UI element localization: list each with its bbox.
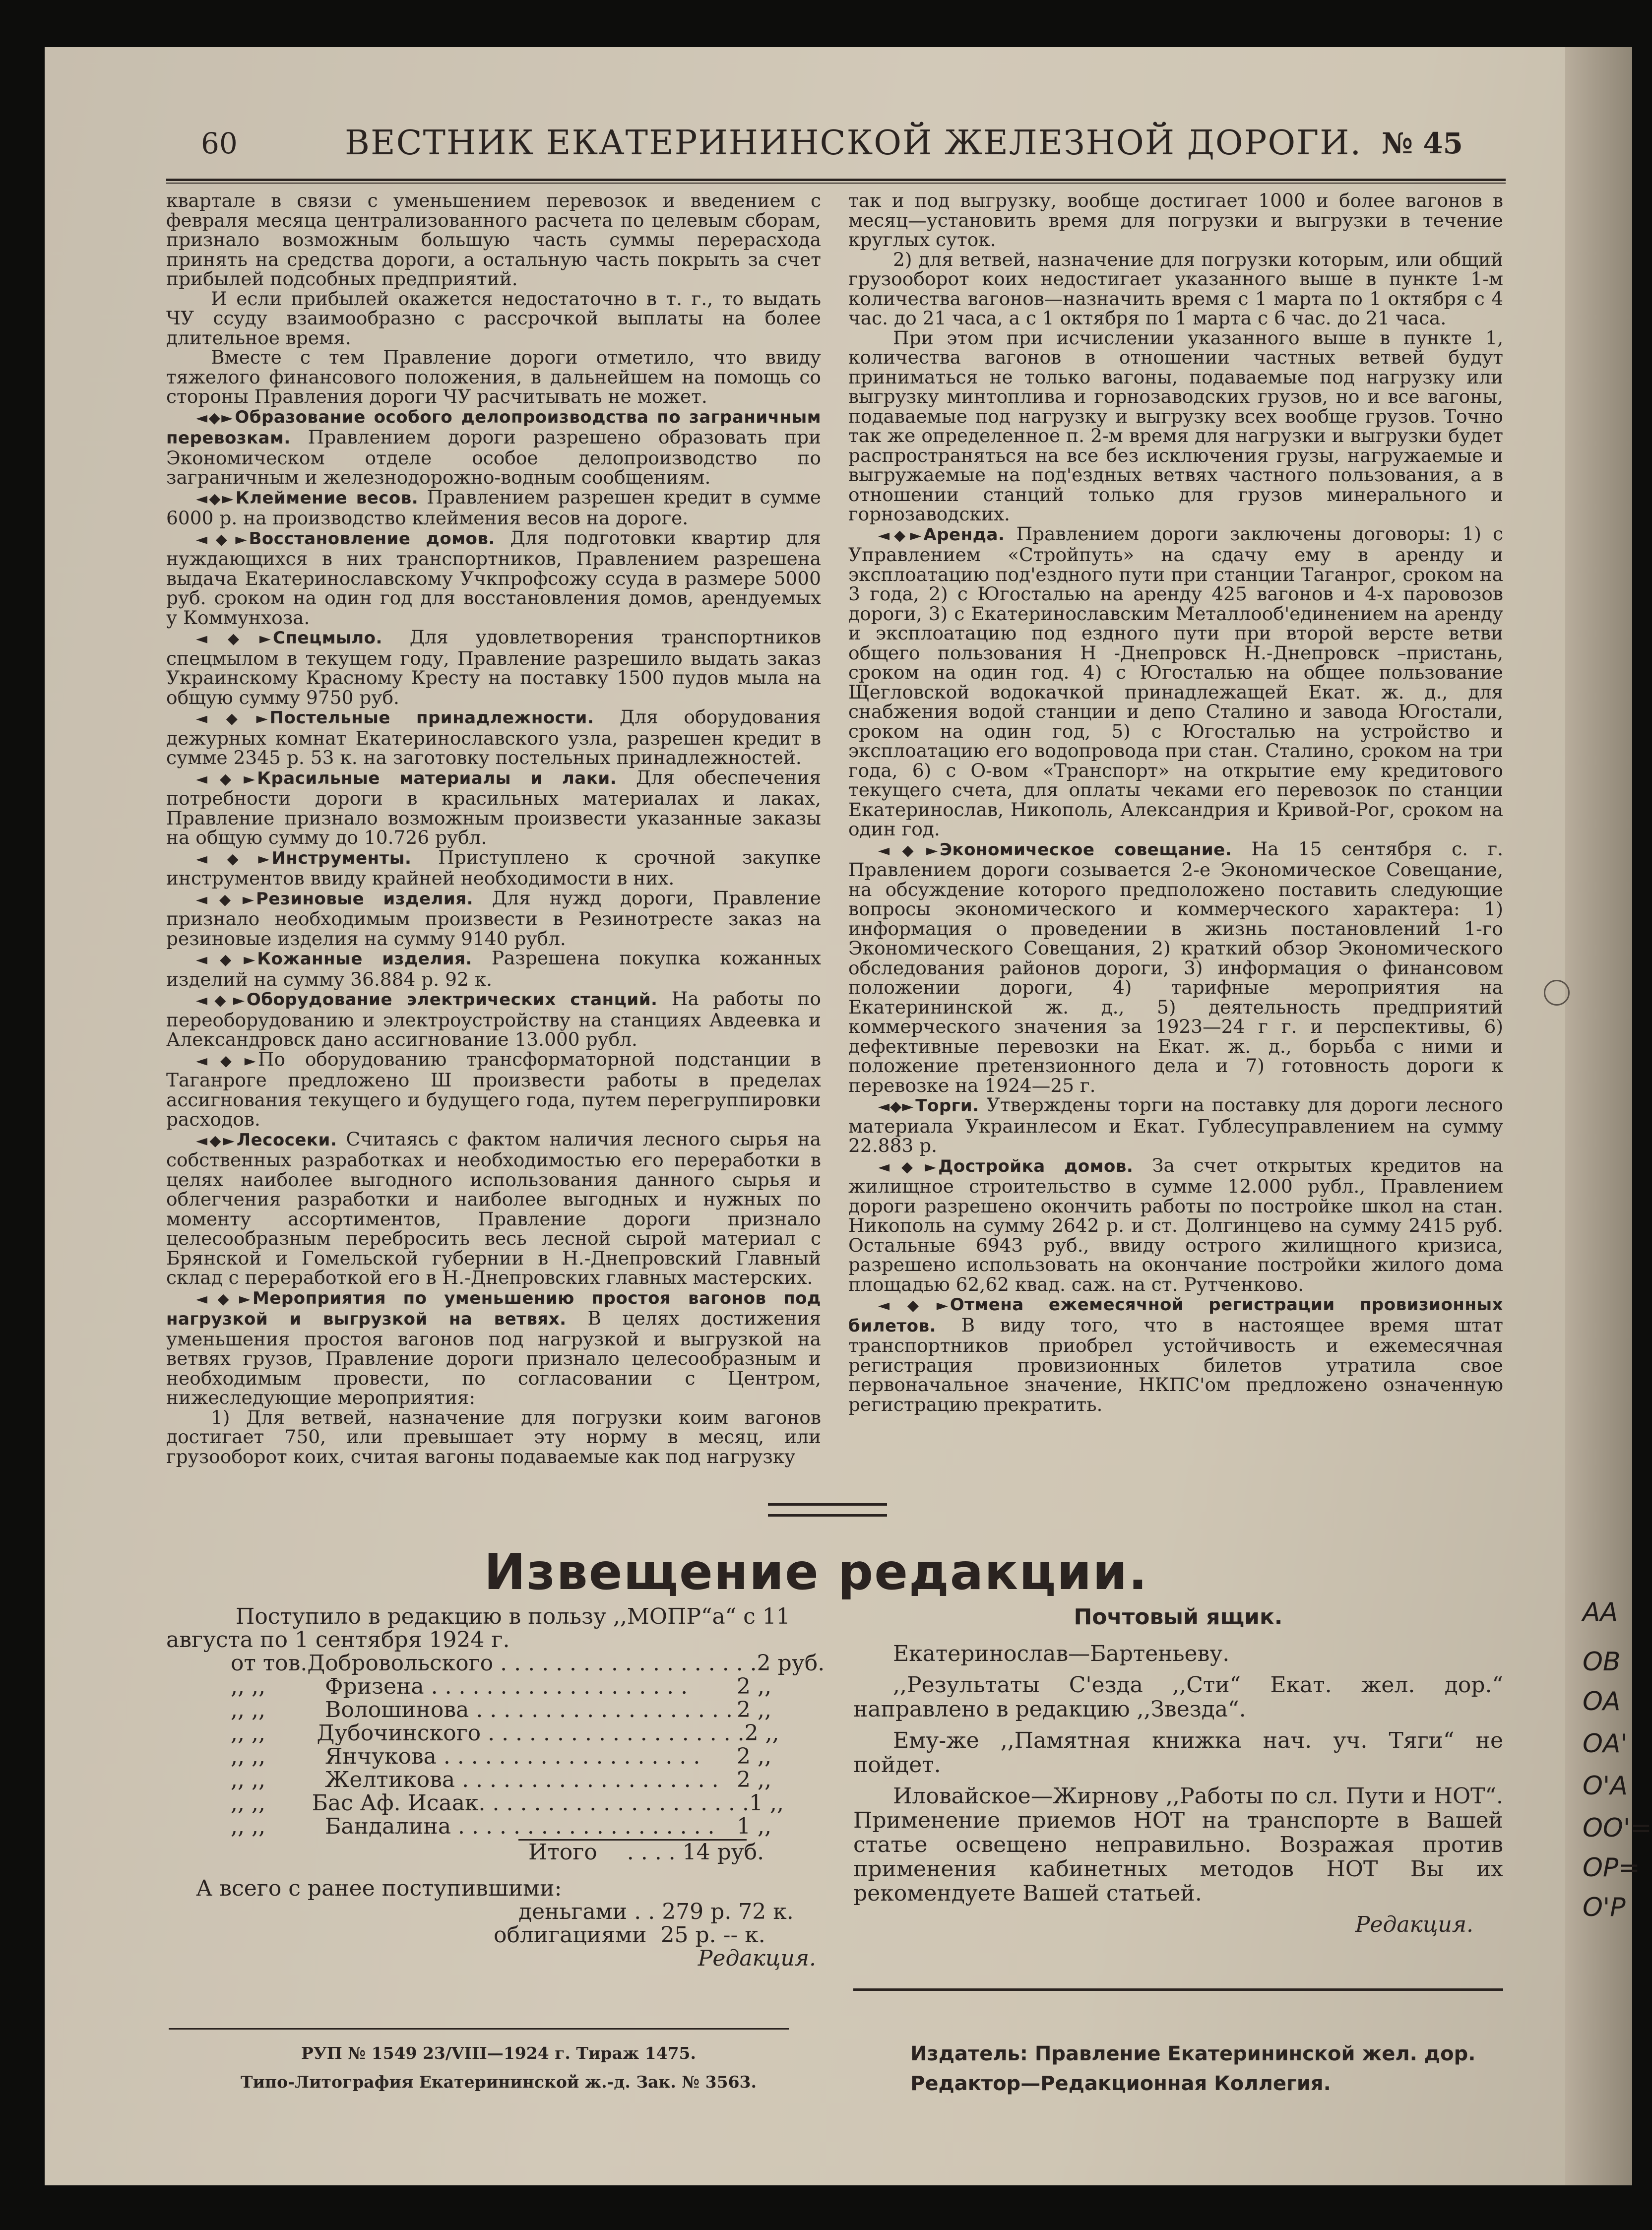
postbox-item: ,,Результаты С'езда ,,Сти“ Екат. жел. дор.“ направлено в редакцию ,,Звезда“. (853, 1672, 1503, 1722)
section (166, 1288, 821, 1408)
paragraph: 1) Для ветвей, назначение для погрузки коим вагонов достигает 750, или превышает эту норму в месяц, или грузооборот коих, считая вагоны подаваемые как под нагрузку (166, 1406, 821, 1467)
notice-title: Извещение редакции. (484, 1543, 1148, 1601)
donation-amount: 1 ,, (749, 1790, 784, 1816)
donor-name: Желтикова . . . . . . . . . . . . . . . . . . . (325, 1767, 719, 1792)
diamond-ornament-icon: ◄◆► (878, 1297, 947, 1314)
diamond-ornament-icon: ◄◆► (196, 850, 269, 868)
section-text: На работы по переоборудованию и электроустройству на станциях Авдеевка и Александровск дано ассигнование 13.000 рубл. (166, 988, 821, 1050)
section (166, 889, 821, 949)
editorial-signature: Редакция. (1355, 1912, 1473, 1937)
bleed-fragment: ОВ (1583, 1647, 1621, 1677)
diamond-ornament-icon: ◄◆► (196, 710, 267, 727)
donor-prefix: ,, ,, (231, 1790, 265, 1816)
diamond-ornament-icon: ◄◆► (196, 409, 232, 427)
section (166, 848, 821, 889)
section-text: Правлением дороги разрешено образовать при Экономическом отделе особое делопроизводство по заграничным и железнодорожно-водным сообщениям. (166, 426, 822, 488)
section (166, 707, 821, 768)
section (166, 949, 821, 989)
diamond-ornament-icon: ◄◆► (196, 1132, 234, 1149)
section-text: По оборудованию трансформаторной подстанции в Таганроге предложено Ш произвести работы в пределах ассигнования текущего и будущего года, путем перегруппировки расходов. (166, 1048, 821, 1130)
section-text: Для нужд дороги, Правление признало необходимым произвести в Резинотресте заказ на резиновые изделия на сумму 9140 рубл. (166, 887, 822, 950)
section (166, 628, 821, 707)
donor-name: Фризена . . . . . . . . . . . . . . . . . . . (325, 1674, 688, 1699)
donor-name: Волошинова . . . . . . . . . . . . . . . . . . . (325, 1697, 733, 1722)
donation-row (231, 1652, 826, 1675)
donation-row (231, 1791, 826, 1815)
diamond-ornament-icon: ◄◆► (196, 992, 244, 1009)
section-text: В виду того, что в настоящее время штат транспортников приобрел устойчивость и ежемесячная регистрация провизионных билетов утратила свое первоначальное значение, НКПС'ом предложено означенную регистрацию прекратить. (848, 1314, 1504, 1415)
section (848, 524, 1503, 839)
section-text: Для удовлетворения транспортников спецмылом в текущем году, Правление разрешило выдать заказ Украинскому Красному Кресту на поставку 1500 пудов мыла на общую сумму 9750 руб. (166, 626, 821, 708)
donor-name: Дубочинского . . . . . . . . . . . . . . . . . . . (317, 1720, 745, 1746)
donor-prefix: ,, ,, (231, 1697, 265, 1722)
issue-number: № 45 (1382, 127, 1463, 160)
section-heading: Инструменты. (271, 848, 412, 868)
bleed-fragment: ОА' (1583, 1729, 1628, 1759)
section-text: За счет открытых кредитов на жилищное строительство в сумме 12.000 рубл., Правлением дороги разрешено окончить работы по постройке школ на стан. Никополь на сумму 2642 р. и ст. Долгинцево на сумму 2415 руб. Остальные 6943 руб., ввиду острого жилищного кризиса, разрешено использовать на окончание постройки жилого дома площадью 62,62 квад. саж. на ст. Рутченково. (848, 1154, 1503, 1295)
section-text: Правлением дороги заключены договоры: 1) с Управлением «Стройпуть» на сдачу ему в аренду и эксплоатацию под'ездного пути при станции Таганрог, сроком на 3 года, 2) с Югосталью на аренду 425 вагонов и 4-х паровозов дороги, 3) с Екатеринославским Металлооб'единением на аренду и эксплоатацию под ездного пути при второй версте ветви общего пользования Н -Днепровск Н.-Днепровск –пристань, сроком на один год. 4) с Югосталью на общее пользование Щегловской водокачкой принадлежащей Екат. ж. д., для снабжения водой станции и депо Сталино и завода Югостали, сроком на один год, 5) с Югосталью на устройство и эксплоатацию его водопровода при стан. Сталино, сроком на три года, 6) с О-вом «Транспорт» на открытие ему кредитового текущего счета, для оплаты чеками его перевозок по станции Екатеринослав, Никополь, Александрия и Кривой-Рог, сроком на один год. (848, 522, 1503, 840)
donation-amount: 2 руб. (757, 1651, 825, 1676)
donation-amount: 2 ,, (737, 1674, 771, 1699)
section (848, 1156, 1503, 1295)
postbox-item: Екатеринослав—Бартеньеву. (893, 1641, 1230, 1666)
printing-info (169, 2039, 828, 2097)
postbox-section (853, 1605, 1503, 1937)
section-heading: Отмена ежемесячной регистрации провизионных билетов. (848, 1295, 1503, 1336)
margin-circle-mark (1544, 980, 1570, 1006)
diamond-ornament-icon: ◄◆► (196, 1052, 255, 1070)
print-line: РУП № 1549 23/VIII—1924 г. Тираж 1475. (301, 2043, 696, 2063)
section-heading: Клеймение весов. (235, 488, 419, 508)
donor-prefix: ,, ,, (231, 1720, 265, 1746)
separator-rule (768, 1514, 887, 1517)
diamond-ornament-icon: ◄◆► (196, 951, 254, 968)
diamond-ornament-icon: ◄◆► (196, 490, 233, 508)
page-number: 60 (201, 127, 238, 160)
section-heading: Образование особого делопроизводства по заграничным перевозкам. (166, 407, 822, 448)
postbox-item: Иловайское—Жирнову ,,Работы по сл. Пути и НОТ“. Применение приемов НОТ на транспорте в Вашей статье освещено неправильно. Возражая против применения кабинетных методов НОТ Вы их рекомендуете Вашей статьей. (853, 1784, 1503, 1906)
section (848, 839, 1503, 1096)
left-column (166, 191, 821, 1466)
donor-prefix: ,, ,, (231, 1814, 265, 1839)
section-heading: Достройка домов. (938, 1156, 1134, 1176)
section (166, 1050, 821, 1130)
section (166, 488, 821, 528)
paragraph: Вместе с тем Правление дороги отметило, что ввиду тяжелого финансового положения, в дальнейшем на помощь со стороны Правления дороги ЧУ расчитывать не может. (166, 346, 821, 407)
print-line: Типо-Литография Екатерининской ж.-д. Зак. № 3563. (241, 2072, 757, 2092)
bleed-fragment: ОР= (1583, 1853, 1640, 1883)
diamond-ornament-icon: ◄◆► (878, 1098, 913, 1115)
donation-amount: 2 ,, (744, 1720, 779, 1746)
section-heading: Постельные принадлежности. (269, 708, 594, 728)
overall-money: деньгами . . 279 р. 72 к. (518, 1899, 794, 1924)
section-heading: Экономическое совещание. (940, 839, 1232, 860)
bleed-fragment: ОО'= (1583, 1813, 1652, 1843)
page-header (166, 122, 1481, 171)
section (166, 528, 821, 628)
bleed-fragment: ОА (1583, 1687, 1621, 1717)
section-text: Для подготовки квартир для нуждающихся в них транспортников, Правлением разрешена выдача Екатеринославскому Учкпрофсожу ссуда в размере 5000 руб. сроком на один год для восстановления домов, арендуемых у Коммунхоза. (166, 526, 821, 629)
donation-row (231, 1721, 826, 1745)
footer-rule-right (853, 1988, 1503, 1991)
section-heading: Лесосеки. (236, 1130, 337, 1150)
bleed-fragment: АА (1583, 1597, 1618, 1627)
header-rule-thin (166, 183, 1506, 184)
section-text: Правлением разрешен кредит в сумме 6000 р. на производство клеймения весов на дороге. (166, 486, 821, 529)
bleed-fragment: О'Р (1583, 1893, 1626, 1922)
section-text: Разрешена покупка кожанных изделий на сумму 36.884 р. 92 к. (166, 947, 822, 990)
donation-row (231, 1815, 826, 1838)
donor-prefix: ,, ,, (231, 1767, 265, 1792)
section (848, 1294, 1503, 1414)
section-heading: Оборудование электрических станций. (246, 990, 658, 1010)
section-heading: Красильные материалы и лаки. (257, 768, 617, 788)
donor-name: Бас Аф. Исаак. . . . . . . . . . . . . . . . . . . . (312, 1790, 749, 1816)
donation-row (231, 1745, 826, 1768)
donation-amount: 2 ,, (737, 1697, 771, 1722)
donation-row (231, 1675, 826, 1698)
section-heading: Кожанные изделия. (257, 949, 472, 969)
donor-name: Янчукова . . . . . . . . . . . . . . . . . . . (325, 1744, 700, 1769)
postbox-title: Почтовый ящик. (1074, 1604, 1283, 1630)
section-text: На 15 сентября с. г. Правлением дороги созывается 2-е Экономическое Совещание, на обсуждение которого предположено поставить следующие вопросы экономического и коммерческого характера: 1) информация о проведении в жизнь постановлений 1-го Экономического Совещания, 2) краткий обзор Экономического обследования районов дороги, 3) информация о финансовом положении дороги, 4) тарифные мероприятия на Екатерининской ж. д., 5) деятельность предприятий коммерческого значения за 1923—24 г г. и перспективы, 6) дефективные перевозки на Екат. ж. д., борьба с ними и положение претензионного дела и 7) готовность дороги к перевозке на 1924—25 г. (848, 837, 1504, 1096)
diamond-ornament-icon: ◄◆► (196, 770, 254, 788)
publisher-line: Издатель: Правление Екатерининской жел. дор. (910, 2042, 1476, 2065)
section-text: В целях достижения уменьшения простоя вагонов под нагрузкой и выгрузкой на ветвях грузов, Правление дороги признало целесообразным и необходимым провести, по согласовании с Центром, нижеследующие мероприятия: (166, 1307, 822, 1408)
bleed-fragment: О'А (1583, 1771, 1628, 1801)
footer-rule-left (169, 2028, 789, 2030)
section (166, 1130, 821, 1288)
total-row: Итого . . . . 14 руб. (528, 1840, 764, 1865)
donor-name: Добровольского . . . . . . . . . . . . . . . . . . . (307, 1651, 757, 1676)
diamond-ornament-icon: ◄◆► (196, 630, 270, 647)
section-text: Для обеспечения потребности дороги в красильных материалах и лаках, Правление признало возможным произвести указанные заказы на общую сумму до 10.726 рубл. (166, 766, 822, 848)
section-heading: Спецмыло. (273, 628, 382, 648)
editor-line: Редактор—Редакционная Коллегия. (910, 2072, 1331, 2095)
paragraph: 2) для ветвей, назначение для погрузки которым, или общий грузооборот коих недостигает указанного выше в пункте 1-м количества вагонов—назначить время с 1 марта по 1 октября с 4 час. до 21 часа, а с 1 октября по 1 марта с 6 час. до 21 часа. (848, 248, 1503, 329)
diamond-ornament-icon: ◄◆► (878, 1158, 936, 1176)
diamond-ornament-icon: ◄◆► (196, 891, 253, 908)
paragraph: И если прибылей окажется недостаточно в т. г., то выдать ЧУ ссуду взаимообразно с рассрочкой выплаты на более длительное время. (166, 287, 821, 349)
donation-amount: 1 ,, (737, 1814, 771, 1839)
section-heading: Торги. (915, 1096, 979, 1116)
section-heading: Восстановление домов. (249, 528, 495, 549)
postbox-item: Ему-же ,,Памятная книжка нач. уч. Тяги“ не пойдет. (853, 1728, 1503, 1778)
donor-prefix: ,, ,, (231, 1674, 265, 1699)
donor-prefix: ,, ,, (231, 1744, 265, 1769)
paragraph: так и под выгрузку, вообще достигает 1000 и более вагонов в месяц—установить время для погрузки и выгрузки в течение круглых суток. (848, 190, 1503, 251)
donor-prefix: от тов. (231, 1651, 308, 1676)
donation-amount: 2 ,, (737, 1744, 771, 1769)
donations-table (231, 1652, 826, 1864)
donation-row (231, 1768, 826, 1791)
section (166, 989, 821, 1050)
section (166, 407, 821, 488)
donations-intro: Поступило в редакцию в пользу ,,МОПР“а“ с 11 августа по 1 сентября 1924 г. (166, 1604, 790, 1653)
overall-label: А всего с ранее поступившими: (196, 1876, 562, 1901)
diamond-ornament-icon: ◄◆► (196, 1290, 250, 1308)
journal-title: ВЕСТНИК ЕКАТЕРИНИНСКОЙ ЖЕЛЕЗНОЙ ДОРОГИ. (345, 124, 1362, 163)
total-value: 14 руб. (682, 1840, 764, 1865)
donation-amount: 2 ,, (737, 1767, 771, 1792)
diamond-ornament-icon: ◄◆► (878, 526, 921, 544)
diamond-ornament-icon: ◄◆► (196, 530, 246, 548)
paragraph: квартале в связи с уменьшением перевозок и введением с февраля месяца централизованного расчета по целевым сборам, признало возможным большую часть суммы перерасхода принять на средства дороги, а остальную часть покрыть за счет прибылей подсобных предприятий. (166, 190, 821, 290)
total-label: Итого (528, 1840, 597, 1865)
overall-bonds: облигациями 25 р. -- к. (494, 1922, 765, 1948)
donations-list (166, 1605, 826, 1970)
section-text: Считаясь с фактом наличия лесного сырья на собственных разработках и необходимостью его переработки в целях наиболее выгодного использования данного сырья и облегчения разработки и наиболее выгодных и нужных по моменту ассортиментов, Правление дороги признало целесообразным перебросить весь лесной сырой материал с Брянской и Гомельской губернии в Н.-Днепровский Главный склад с переработкой его в Н.-Днепровских главных мастерских. (166, 1128, 822, 1288)
section-text: Утверждены торги на поставку для дороги лесного материала Украинлесом и Екат. Гублесуправлением на сумму 22.883 р. (848, 1094, 1503, 1156)
donor-name: Бандалина . . . . . . . . . . . . . . . . . . . (325, 1814, 715, 1839)
section-heading: Мероприятия по уменьшению простоя вагонов под нагрузкой и выгрузкой на ветвях. (166, 1288, 822, 1329)
section-heading: Резиновые изделия. (255, 889, 473, 909)
section-text: Для оборудования дежурных комнат Екатеринославского узла, разрешен кредит в сумме 2345 р. 53 к. на заготовку постельных принадлежностей. (166, 706, 822, 768)
section (166, 768, 821, 848)
right-column (848, 191, 1503, 1414)
section-heading: Аренда. (923, 524, 1005, 545)
donation-row (231, 1698, 826, 1721)
publisher-info (910, 2039, 1506, 2099)
header-rule (166, 179, 1506, 181)
editorial-signature: Редакция. (698, 1946, 816, 1971)
section (848, 1095, 1503, 1156)
separator-rule (768, 1503, 887, 1506)
paragraph: При этом при исчислении указанного выше в пункте 1, количества вагонов в отношении частных ветвей будут приниматься не только вагоны, подаваемые под нагрузку или выгрузку минтоплива и горнозаводских грузов, но и все вагоны, подаваемые под нагрузку и выгрузку всех вообще грузов. Точно так же определенное п. 2-м время для нагрузки и выгрузки будет распространяться на все без исключения грузы, нагружаемые и выгружаемые на под'ездных ветвях частного пользования, а в отношении станций только для грузов минерального и горнозаводских. (848, 326, 1503, 525)
section-text: Приступлено к срочной закупке инструментов ввиду крайней необходимости в них. (166, 846, 821, 889)
diamond-ornament-icon: ◄◆► (878, 841, 937, 859)
